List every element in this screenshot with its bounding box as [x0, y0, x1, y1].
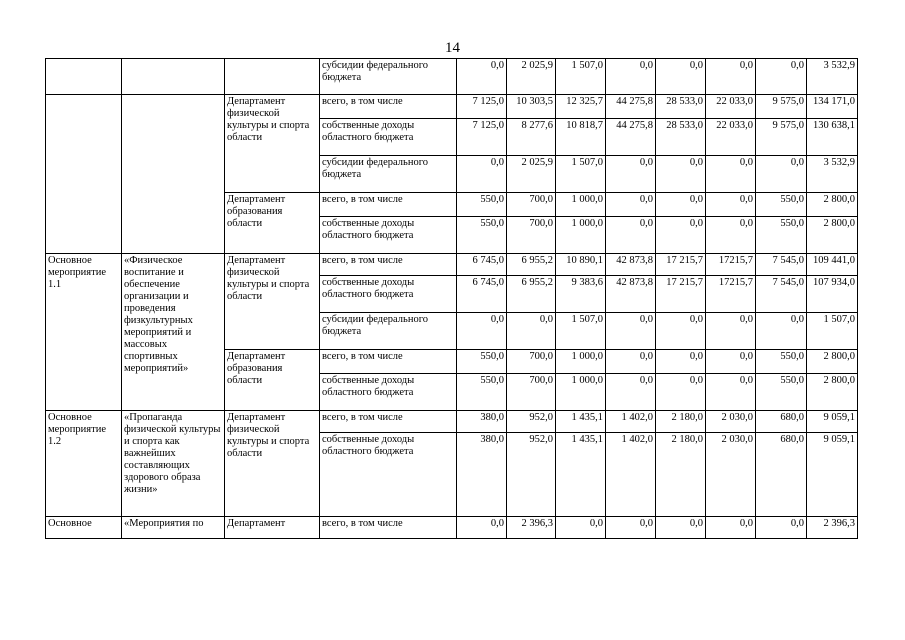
cell-value: 10 890,1	[556, 254, 606, 276]
cell-value: 0,0	[706, 313, 756, 350]
table-row	[46, 95, 858, 119]
cell-funding-source: всего, в том числе	[320, 95, 457, 119]
cell-funding-source: всего, в том числе	[320, 193, 457, 217]
cell-value: 0,0	[457, 156, 507, 193]
cell-value: 700,0	[507, 193, 556, 217]
budget-table	[45, 58, 858, 539]
table-row	[46, 411, 858, 433]
cell-value: 1 435,1	[556, 411, 606, 433]
cell-value: 0,0	[756, 517, 807, 539]
cell-value: 2 180,0	[656, 433, 706, 517]
cell-event-name: «Пропаганда физической культуры и спорта как важнейших составляющих здорового образа жизни»	[122, 411, 225, 517]
cell-value: 680,0	[756, 411, 807, 433]
cell-value: 0,0	[457, 59, 507, 95]
cell-value: 1 000,0	[556, 374, 606, 411]
cell-executor	[225, 59, 320, 95]
cell-value: 6 955,2	[507, 254, 556, 276]
cell-value: 550,0	[756, 350, 807, 374]
cell-value: 0,0	[706, 193, 756, 217]
cell-value: 0,0	[556, 517, 606, 539]
cell-event	[46, 59, 122, 95]
cell-value: 42 873,8	[606, 254, 656, 276]
cell-funding-source: собственные доходы областного бюджета	[320, 374, 457, 411]
cell-value: 2 025,9	[507, 156, 556, 193]
cell-value: 550,0	[457, 374, 507, 411]
cell-executor: Департамент физической культуры и спорта области	[225, 254, 320, 350]
cell-executor: Департамент	[225, 517, 320, 539]
cell-value: 0,0	[756, 59, 807, 95]
cell-value: 28 533,0	[656, 119, 706, 156]
cell-value: 1 435,1	[556, 433, 606, 517]
cell-funding-source: собственные доходы областного бюджета	[320, 433, 457, 517]
cell-value: 6 745,0	[457, 254, 507, 276]
cell-executor: Департамент образования области	[225, 350, 320, 411]
cell-value: 0,0	[606, 156, 656, 193]
table-row	[46, 517, 858, 539]
cell-value: 0,0	[656, 313, 706, 350]
cell-value: 550,0	[756, 374, 807, 411]
cell-value: 7 545,0	[756, 276, 807, 313]
cell-value: 6 955,2	[507, 276, 556, 313]
cell-total: 134 171,0	[807, 95, 858, 119]
cell-funding-source: собственные доходы областного бюджета	[320, 276, 457, 313]
cell-total: 3 532,9	[807, 59, 858, 95]
cell-total: 2 800,0	[807, 193, 858, 217]
cell-value: 550,0	[756, 193, 807, 217]
cell-value: 0,0	[606, 517, 656, 539]
cell-value: 10 818,7	[556, 119, 606, 156]
cell-value: 0,0	[457, 517, 507, 539]
cell-value: 17 215,7	[656, 254, 706, 276]
cell-event-name	[122, 59, 225, 95]
cell-value: 1 000,0	[556, 350, 606, 374]
cell-value: 0,0	[756, 156, 807, 193]
cell-value: 1 507,0	[556, 59, 606, 95]
cell-total: 3 532,9	[807, 156, 858, 193]
cell-value: 952,0	[507, 411, 556, 433]
cell-funding-source: субсидии федерального бюджета	[320, 156, 457, 193]
cell-value: 22 033,0	[706, 119, 756, 156]
cell-value: 2 030,0	[706, 433, 756, 517]
cell-value: 700,0	[507, 217, 556, 254]
cell-value: 0,0	[656, 374, 706, 411]
cell-value: 0,0	[656, 217, 706, 254]
cell-value: 380,0	[457, 433, 507, 517]
cell-executor: Департамент образования области	[225, 193, 320, 254]
cell-value: 2 025,9	[507, 59, 556, 95]
cell-value: 0,0	[606, 59, 656, 95]
cell-value: 44 275,8	[606, 119, 656, 156]
cell-value: 44 275,8	[606, 95, 656, 119]
cell-value: 9 575,0	[756, 95, 807, 119]
cell-value: 17 215,7	[656, 276, 706, 313]
cell-funding-source: собственные доходы областного бюджета	[320, 217, 457, 254]
cell-total: 2 800,0	[807, 217, 858, 254]
cell-value: 1 402,0	[606, 433, 656, 517]
cell-value: 22 033,0	[706, 95, 756, 119]
cell-value: 12 325,7	[556, 95, 606, 119]
cell-total: 1 507,0	[807, 313, 858, 350]
cell-value: 952,0	[507, 433, 556, 517]
cell-event-name: «Мероприятия по	[122, 517, 225, 539]
cell-value: 17215,7	[706, 276, 756, 313]
cell-value: 550,0	[756, 217, 807, 254]
cell-value: 0,0	[706, 156, 756, 193]
cell-value: 2 030,0	[706, 411, 756, 433]
cell-value: 0,0	[606, 313, 656, 350]
cell-total: 107 934,0	[807, 276, 858, 313]
cell-executor: Департамент физической культуры и спорта области	[225, 95, 320, 193]
cell-event-name: «Физическое воспитание и обеспечение организации и проведения физкультурных мероприятий и массовых спортивных мероприятий»	[122, 254, 225, 411]
cell-event-name	[122, 95, 225, 254]
cell-funding-source: субсидии федерального бюджета	[320, 59, 457, 95]
page-number: 14	[445, 40, 460, 56]
cell-value: 0,0	[756, 313, 807, 350]
cell-value: 8 277,6	[507, 119, 556, 156]
cell-total: 130 638,1	[807, 119, 858, 156]
cell-value: 0,0	[656, 156, 706, 193]
cell-value: 0,0	[656, 193, 706, 217]
cell-total: 9 059,1	[807, 411, 858, 433]
cell-value: 2 396,3	[507, 517, 556, 539]
cell-value: 28 533,0	[656, 95, 706, 119]
cell-value: 7 545,0	[756, 254, 807, 276]
cell-value: 0,0	[656, 350, 706, 374]
cell-total: 109 441,0	[807, 254, 858, 276]
cell-funding-source: собственные доходы областного бюджета	[320, 119, 457, 156]
cell-value: 10 303,5	[507, 95, 556, 119]
cell-funding-source: всего, в том числе	[320, 411, 457, 433]
cell-funding-source: субсидии федерального бюджета	[320, 313, 457, 350]
cell-value: 0,0	[656, 517, 706, 539]
cell-total: 2 800,0	[807, 350, 858, 374]
cell-value: 0,0	[606, 374, 656, 411]
cell-value: 0,0	[656, 59, 706, 95]
cell-value: 1 000,0	[556, 217, 606, 254]
cell-value: 550,0	[457, 350, 507, 374]
cell-value: 7 125,0	[457, 119, 507, 156]
cell-executor: Департамент физической культуры и спорта области	[225, 411, 320, 517]
cell-value: 6 745,0	[457, 276, 507, 313]
cell-value: 0,0	[706, 59, 756, 95]
cell-value: 0,0	[606, 350, 656, 374]
cell-value: 0,0	[706, 217, 756, 254]
cell-value: 0,0	[706, 517, 756, 539]
cell-event: Основное мероприятие 1.1	[46, 254, 122, 411]
cell-value: 380,0	[457, 411, 507, 433]
table-row	[46, 254, 858, 276]
cell-event	[46, 95, 122, 254]
table-row	[46, 59, 858, 95]
cell-value: 1 507,0	[556, 313, 606, 350]
cell-value: 550,0	[457, 217, 507, 254]
cell-value: 0,0	[706, 350, 756, 374]
cell-value: 550,0	[457, 193, 507, 217]
cell-value: 42 873,8	[606, 276, 656, 313]
cell-value: 0,0	[606, 217, 656, 254]
cell-value: 700,0	[507, 350, 556, 374]
cell-value: 9 383,6	[556, 276, 606, 313]
cell-total: 2 800,0	[807, 374, 858, 411]
cell-funding-source: всего, в том числе	[320, 517, 457, 539]
cell-value: 9 575,0	[756, 119, 807, 156]
cell-value: 0,0	[606, 193, 656, 217]
cell-value: 0,0	[706, 374, 756, 411]
cell-value: 17215,7	[706, 254, 756, 276]
cell-value: 2 180,0	[656, 411, 706, 433]
cell-event: Основное	[46, 517, 122, 539]
cell-total: 9 059,1	[807, 433, 858, 517]
cell-value: 680,0	[756, 433, 807, 517]
cell-funding-source: всего, в том числе	[320, 350, 457, 374]
cell-funding-source: всего, в том числе	[320, 254, 457, 276]
cell-value: 1 402,0	[606, 411, 656, 433]
cell-value: 1 000,0	[556, 193, 606, 217]
cell-value: 0,0	[507, 313, 556, 350]
cell-value: 700,0	[507, 374, 556, 411]
cell-event: Основное мероприятие 1.2	[46, 411, 122, 517]
cell-value: 1 507,0	[556, 156, 606, 193]
cell-value: 7 125,0	[457, 95, 507, 119]
cell-total: 2 396,3	[807, 517, 858, 539]
cell-value: 0,0	[457, 313, 507, 350]
